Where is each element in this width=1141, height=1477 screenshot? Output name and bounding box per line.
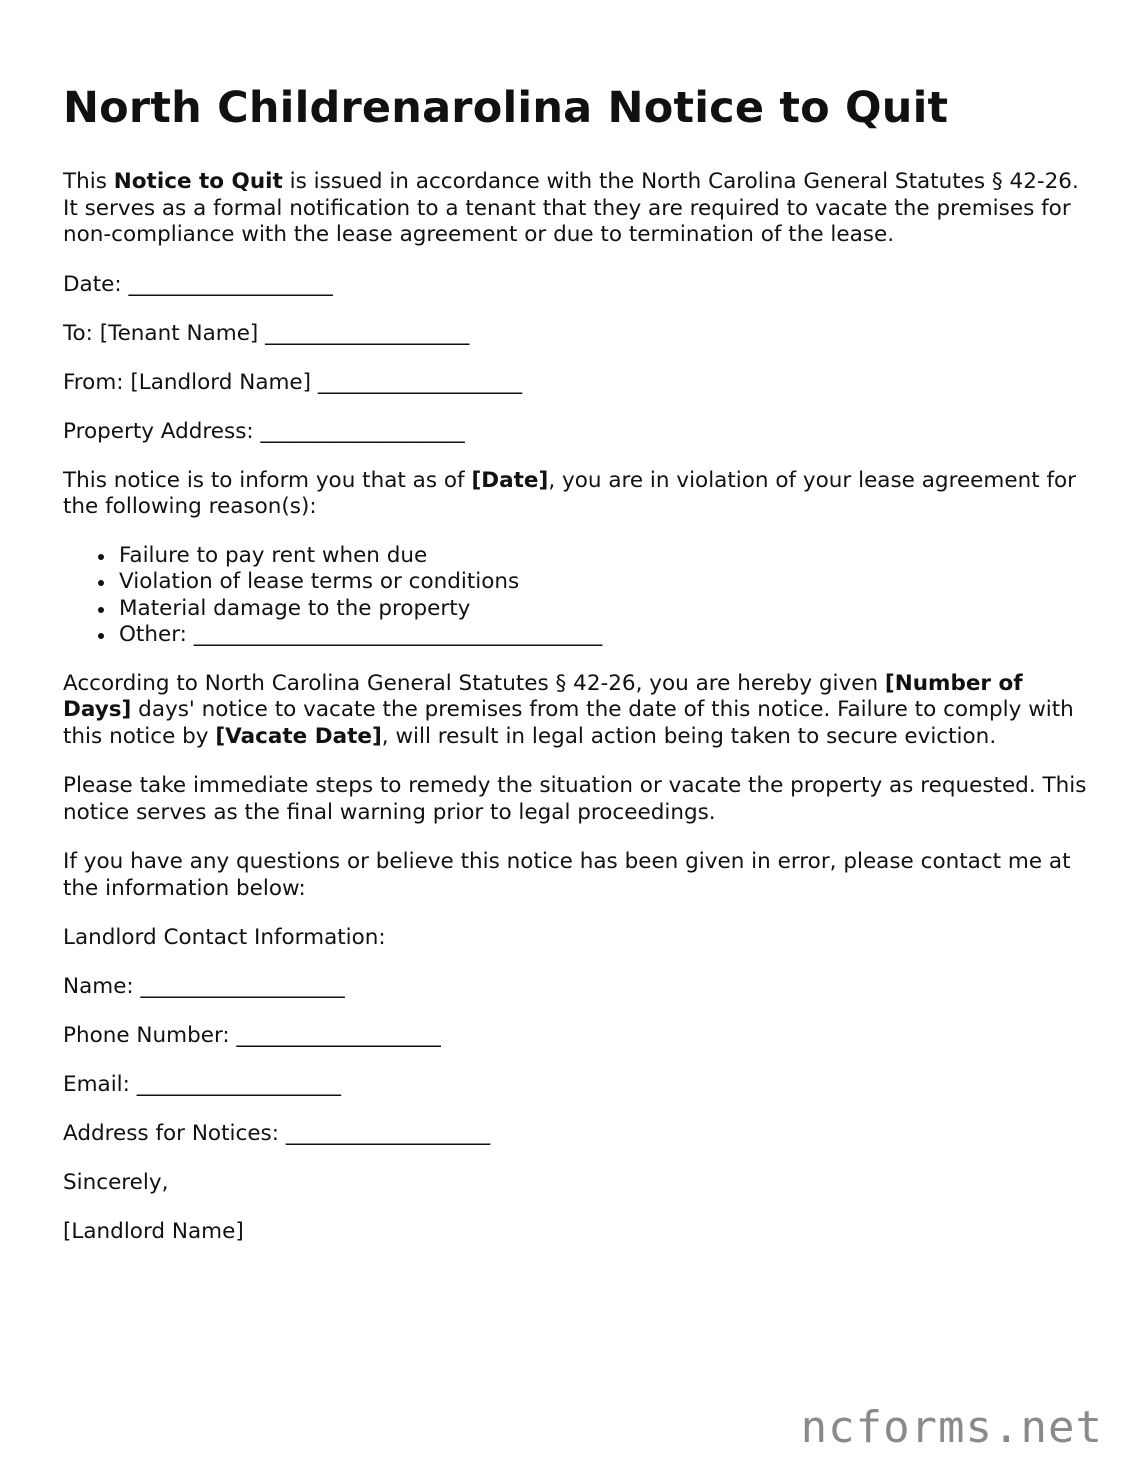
list-item: Violation of lease terms or conditions — [119, 569, 1093, 596]
list-item: Other: ______________________________________ — [119, 622, 1093, 649]
statute-post: , will result in legal action being taken to secure eviction. — [381, 723, 997, 749]
violation-paragraph — [63, 468, 1093, 521]
watermark-logo: ncforms.net — [800, 1402, 1103, 1453]
questions-paragraph: If you have any questions or believe this notice has been given in error, please contact me at the information below: — [63, 849, 1071, 901]
contact-name-field: Name: ___________________ — [63, 974, 345, 999]
list-item: Material damage to the property — [119, 596, 1093, 623]
contact-email-field: Email: ___________________ — [63, 1072, 341, 1097]
signature: [Landlord Name] — [63, 1219, 244, 1244]
date-field: Date: ___________________ — [63, 271, 333, 297]
statute-bold-vacate-date: [Vacate Date] — [215, 723, 382, 749]
contact-address-field: Address for Notices: ___________________ — [63, 1121, 491, 1146]
intro-bold: Notice to Quit — [113, 169, 283, 194]
reasons-list — [63, 543, 1093, 649]
closing: Sincerely, — [63, 1170, 169, 1195]
statute-pre: According to North Carolina General Statutes § 42-26, you are hereby given — [63, 670, 885, 696]
intro-post: is issued in accordance with the North Carolina General Statutes § 42-26. It serves as a formal notification to a tenant that they are required to vacate the premises for non-compliance with the lease agreement or due to termination of the lease. — [63, 169, 1079, 247]
remedy-paragraph: Please take immediate steps to remedy the situation or vacate the property as requested. This notice serves as the final warning prior to legal proceedings. — [63, 773, 1087, 825]
contact-phone-field: Phone Number: ___________________ — [63, 1023, 441, 1048]
property-address-field: Property Address: ___________________ — [63, 418, 465, 444]
statute-paragraph — [63, 671, 1093, 751]
statute-bold-days: [Number of Days] — [63, 670, 1023, 722]
list-item: Failure to pay rent when due — [119, 543, 1093, 570]
violation-pre: This notice is to inform you that as of — [63, 467, 472, 493]
intro-pre: This — [63, 169, 114, 194]
document-title: North Childrenarolina Notice to Quit — [63, 83, 949, 133]
intro-paragraph — [63, 169, 1093, 249]
to-field: To: [Tenant Name] ___________________ — [63, 320, 470, 346]
contact-heading: Landlord Contact Information: — [63, 925, 386, 950]
document-page — [63, 78, 1093, 1268]
from-field: From: [Landlord Name] ___________________ — [63, 369, 523, 395]
violation-post: , you are in violation of your lease agreement for the following reason(s): — [63, 467, 1077, 519]
statute-mid: days' notice to vacate the premises from the date of this notice. Failure to comply with this notice by — [63, 697, 1074, 749]
violation-bold-date: [Date] — [471, 467, 549, 493]
